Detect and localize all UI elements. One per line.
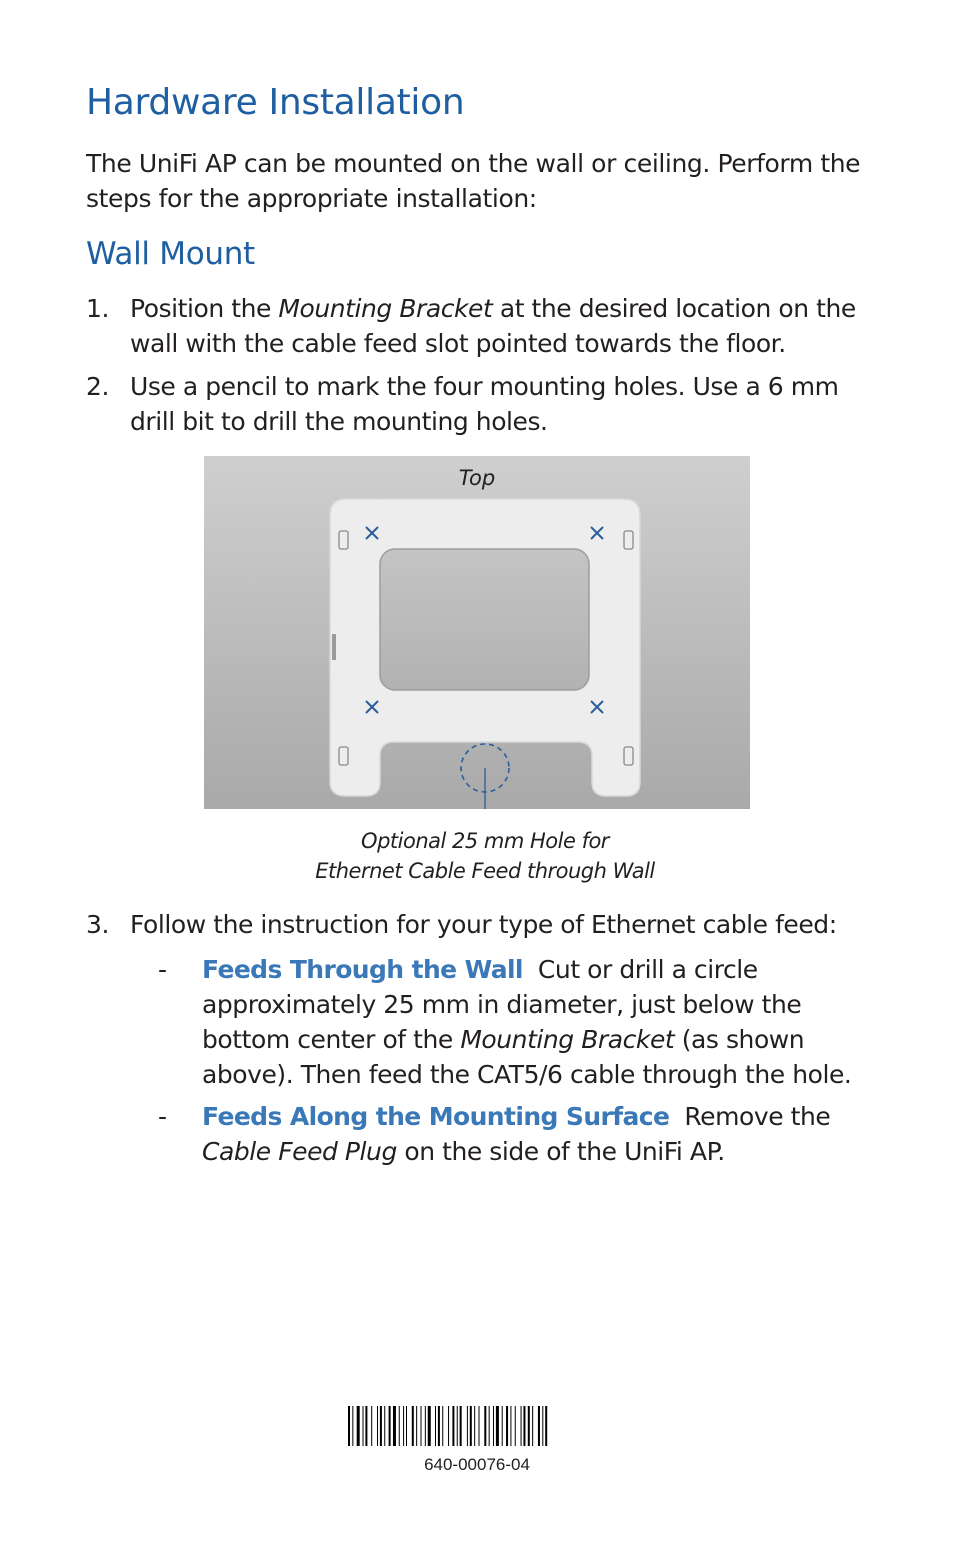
barcode-bar: [506, 1406, 508, 1446]
barcode-bar: [421, 1406, 422, 1446]
barcode-bar: [452, 1406, 454, 1446]
barcode-bar: [538, 1406, 540, 1446]
barcode-bar: [363, 1406, 364, 1446]
barcode-bar: [384, 1406, 385, 1446]
barcode-bar: [365, 1406, 367, 1446]
mounting-bracket-illustration: [204, 456, 750, 809]
barcode-bar: [532, 1406, 533, 1446]
barcode-bar: [479, 1406, 480, 1446]
barcode-bar: [442, 1406, 443, 1446]
bullet-dash: -: [158, 1102, 167, 1131]
intro-paragraph: The UniFi AP can be mounted on the wall or ceiling. Perform the steps for the appropriate installation:: [86, 149, 861, 213]
barcode-bar: [467, 1406, 468, 1446]
barcode-bar: [403, 1406, 404, 1446]
barcode-bar: [474, 1406, 475, 1446]
sub-item-text: Feeds Along the Mounting Surface Remove the Cable Feed Plug on the side of the UniFi AP.: [202, 1102, 838, 1166]
cable-feed-slot: [332, 634, 336, 660]
barcode-bar: [435, 1406, 436, 1446]
barcode-bar: [489, 1406, 490, 1446]
bracket-window: [380, 549, 589, 690]
barcode-bar: [510, 1406, 511, 1446]
mounting-bracket-figure: [204, 456, 750, 809]
figure-caption: Optional 25 mm Hole for Ethernet Cable Feed through Wall: [315, 829, 655, 883]
barcode-bar: [348, 1406, 350, 1446]
barcode-bar: [545, 1406, 547, 1446]
barcode-bar: [412, 1406, 414, 1446]
barcode-bar: [438, 1406, 440, 1446]
barcode-bar: [470, 1406, 472, 1446]
section-title: Wall Mount: [86, 236, 255, 272]
barcode-bar: [352, 1406, 353, 1446]
step-text: Follow the instruction for your type of Ethernet cable feed:: [130, 910, 837, 939]
barcode-bar: [523, 1406, 525, 1446]
barcode-bar: [416, 1406, 417, 1446]
sub-item-heading: Feeds Along the Mounting Surface: [202, 1102, 670, 1131]
barcode-bar: [377, 1406, 378, 1446]
barcode-bar: [496, 1406, 499, 1446]
barcode-bar: [457, 1406, 458, 1446]
barcode-bar: [542, 1406, 543, 1446]
barcode-bar: [515, 1406, 516, 1446]
barcode-bar: [371, 1406, 372, 1446]
step-text: Position the Mounting Bracket at the desired location on the wall with the cable feed slot pointed towards the floor.: [130, 294, 856, 358]
barcode-bar: [484, 1406, 486, 1446]
top-label: Top: [458, 466, 496, 490]
barcode-bar: [502, 1406, 503, 1446]
barcode-bar: [448, 1406, 449, 1446]
sub-item-text: Feeds Through the Wall Cut or drill a circle approximately 25 mm in diameter, just below the bottom center of the Mounting Bracket (as shown above). Then feed the CAT5/6 cable through the hole.: [202, 955, 852, 1089]
barcode-bar: [393, 1406, 396, 1446]
barcode-bar: [493, 1406, 494, 1446]
bullet-dash: -: [158, 955, 167, 984]
barcode-bar: [460, 1406, 462, 1446]
barcode-bar: [428, 1406, 431, 1446]
barcode-bar: [425, 1406, 426, 1446]
step-text: Use a pencil to mark the four mounting holes. Use a 6 mm drill bit to drill the mounting holes.: [130, 372, 839, 436]
barcode-bar: [521, 1406, 522, 1446]
step-number: 1.: [86, 294, 109, 323]
barcode-bar: [389, 1406, 391, 1446]
page-title: Hardware Installation: [86, 82, 465, 123]
barcode-bar: [357, 1406, 360, 1446]
barcode-bar: [528, 1406, 530, 1446]
part-number: 640-00076-04: [424, 1455, 530, 1474]
barcode: [348, 1406, 606, 1446]
sub-item-heading: Feeds Through the Wall: [202, 955, 523, 984]
step-number: 3.: [86, 910, 109, 939]
step-number: 2.: [86, 372, 109, 401]
barcode-bar: [406, 1406, 407, 1446]
barcode-bar: [380, 1406, 382, 1446]
barcode-bar: [399, 1406, 400, 1446]
